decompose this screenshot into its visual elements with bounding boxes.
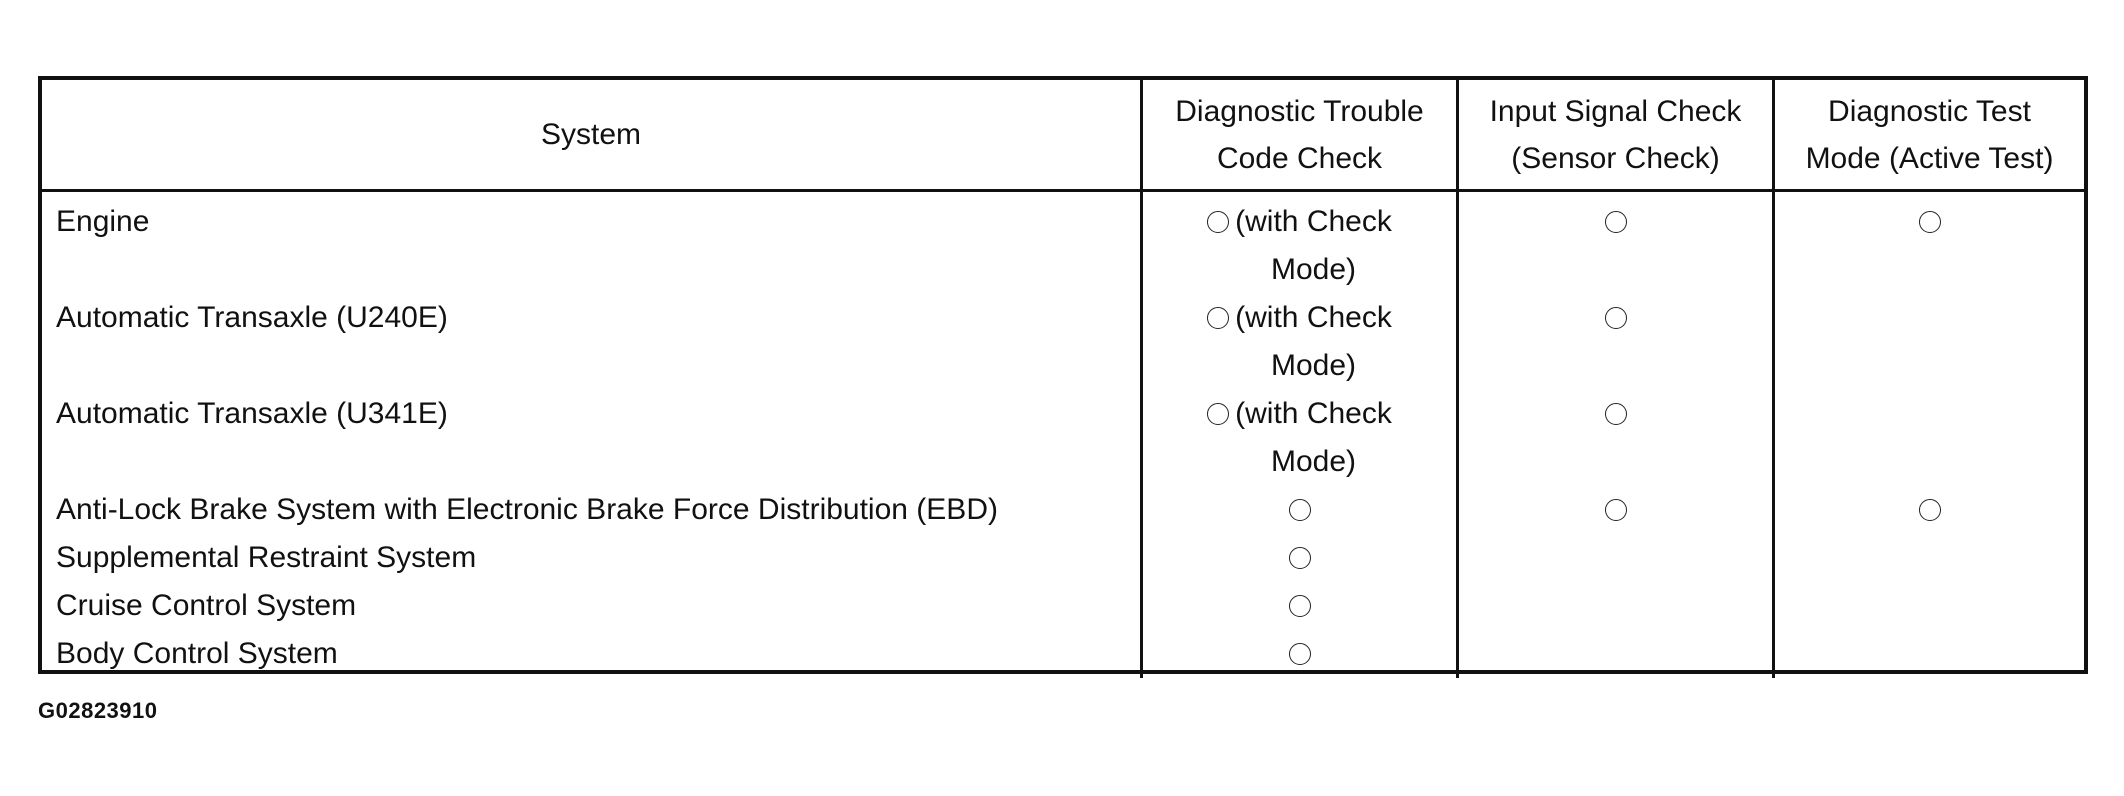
dtc-cell [1143,294,1456,390]
input-signal-cell [1459,582,1772,630]
system-name: Engine [56,205,150,238]
dtc-cell [1143,390,1456,486]
figure-id: G02823910 [38,698,158,723]
header-active-test: Diagnostic Test Mode (Active Test) [1772,80,2084,192]
open-circle-icon [1919,211,1941,233]
active-test-cell [1775,582,2084,630]
input-signal-cell [1459,294,1772,390]
open-circle-icon [1289,595,1311,617]
header-system: System [42,80,1140,192]
dtc-note: (with Check Mode) [1235,205,1392,286]
diagnostic-function-table [38,76,2088,674]
open-circle-icon [1605,211,1627,233]
system-name: Automatic Transaxle (U341E) [56,397,448,430]
system-name: Body Control System [56,637,338,670]
system-column [42,192,1140,678]
active-test-cell [1775,486,2084,534]
input-signal-cell [1459,198,1772,294]
active-test-column [1772,192,2084,678]
open-circle-icon [1289,643,1311,665]
input-signal-column [1456,192,1772,678]
open-circle-icon [1289,499,1311,521]
dtc-cell [1143,630,1456,678]
system-name: Supplemental Restraint System [56,541,477,574]
active-test-cell [1775,294,2084,390]
dtc-note: (with Check Mode) [1235,397,1392,478]
system-name: Cruise Control System [56,589,357,622]
dtc-cell [1143,582,1456,630]
active-test-cell [1775,630,2084,678]
open-circle-icon [1605,403,1627,425]
open-circle-icon [1289,547,1311,569]
active-test-cell [1775,534,2084,582]
open-circle-icon [1605,499,1627,521]
dtc-cell [1143,486,1456,534]
input-signal-cell [1459,486,1772,534]
dtc-cell [1143,534,1456,582]
header-dtc-check: Diagnostic Trouble Code Check [1140,80,1456,192]
input-signal-cell [1459,534,1772,582]
active-test-cell [1775,198,2084,294]
input-signal-cell [1459,630,1772,678]
system-name: Anti-Lock Brake System with Electronic Brake Force Distribution (EBD) [56,493,998,526]
dtc-cell [1143,198,1456,294]
open-circle-icon [1919,499,1941,521]
active-test-cell [1775,390,2084,486]
open-circle-icon [1207,307,1229,329]
dtc-column [1140,192,1456,678]
system-name: Automatic Transaxle (U240E) [56,301,448,334]
open-circle-icon [1207,403,1229,425]
input-signal-cell [1459,390,1772,486]
open-circle-icon [1605,307,1627,329]
dtc-note: (with Check Mode) [1235,301,1392,382]
open-circle-icon [1207,211,1229,233]
header-input-signal-check: Input Signal Check (Sensor Check) [1456,80,1772,192]
